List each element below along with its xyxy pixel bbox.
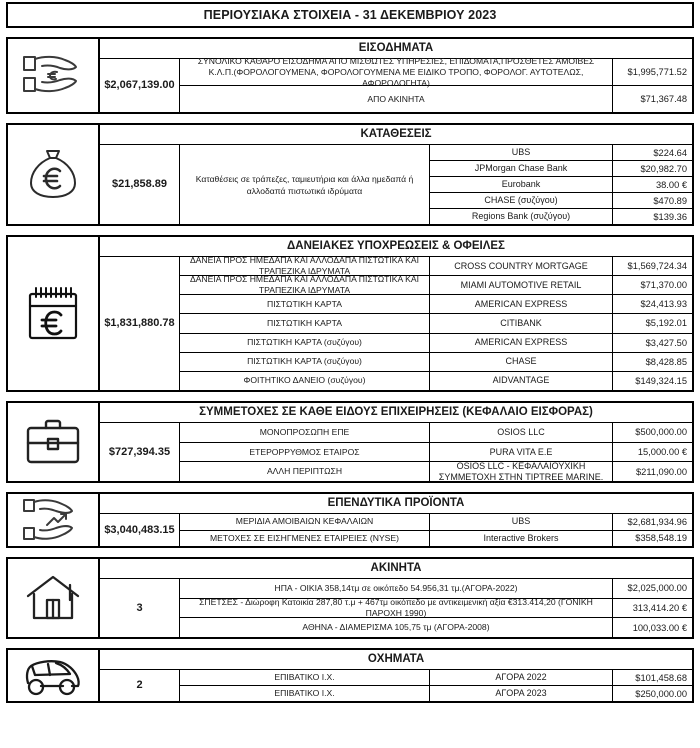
table-row xyxy=(180,86,692,112)
table-row xyxy=(180,686,692,701)
row-amount: $149,324.15 xyxy=(635,375,687,386)
table-row xyxy=(430,161,692,177)
debts-total: $1,831,880.78 xyxy=(100,257,180,390)
income-body xyxy=(100,39,692,112)
row-description: ΕΠΙΒΑΤΙΚΟ Ι.Χ. xyxy=(180,686,430,701)
real-estate-icon-cell xyxy=(8,559,100,637)
real-estate-rows xyxy=(180,579,692,637)
row-amount: $101,458.68 xyxy=(635,672,687,683)
row-amount: $1,569,724.34 xyxy=(627,261,687,272)
real-estate-heading: ΑΚΙΝΗΤΑ xyxy=(100,559,692,579)
table-row xyxy=(180,579,692,599)
row-amount: $24,413.93 xyxy=(640,299,687,310)
row-amount: $224.64 xyxy=(653,147,687,158)
row-entity: Eurobank xyxy=(430,177,613,192)
row-description: ΗΠΑ - ΟΙΚΙΑ 358,14τμ σε οικόπεδο 54.956,31 τμ.(ΑΓΟΡΑ-2022) xyxy=(180,579,613,598)
row-entity: CITIBANK xyxy=(430,314,613,332)
row-entity: CHASE xyxy=(430,353,613,371)
row-description: ΔΑΝΕΙΑ ΠΡΟΣ ΗΜΕΔΑΠΑ ΚΑΙ ΑΛΛΟΔΑΠΑ ΠΙΣΤΩΤΙΚΑ ΚΑΙ ΤΡΑΠΕΖΙΚΑ ΙΔΡΥΜΑΤΑ xyxy=(180,276,430,294)
row-description: ΣΠΕΤΣΕΣ - Διώροφη Κατοικία 287,80 τ.μ + 467τμ οικόπεδο με αντικειμενική αξία €313.414,20 (ΓΟΝΙΚΗ ΠΑΡΟΧΗ 1990) xyxy=(180,599,613,618)
row-amount: $5,192.01 xyxy=(645,318,687,329)
table-row xyxy=(180,334,692,353)
row-amount: $1,995,771.52 xyxy=(627,67,687,77)
row-entity: CROSS COUNTRY MORTGAGE xyxy=(430,257,613,275)
row-amount: $71,370.00 xyxy=(640,280,687,291)
row-amount: $358,548.19 xyxy=(635,533,687,544)
participations-rows xyxy=(180,423,692,481)
row-description: ΜΕΡΙΔΙΑ ΑΜΟΙΒΑΙΩΝ ΚΕΦΑΛΑΙΩΝ xyxy=(180,514,430,530)
briefcase-icon xyxy=(24,416,82,468)
investments-icon-cell xyxy=(8,494,100,546)
row-amount: 100,033.00 € xyxy=(632,622,687,633)
row-amount: $139.36 xyxy=(653,211,687,222)
row-entity: JPMorgan Chase Bank xyxy=(430,161,613,176)
debts-rows xyxy=(180,257,692,390)
table-row xyxy=(180,599,692,619)
row-amount: $2,681,934.96 xyxy=(627,516,687,527)
real-estate-rows-wrap xyxy=(100,579,692,637)
table-row xyxy=(430,145,692,161)
row-description: ΕΠΙΒΑΤΙΚΟ Ι.Χ. xyxy=(180,670,430,685)
deposits-description: Καταθέσεις σε τράπεζες, ταμιευτήρια και άλλα ημεδαπά ή αλλοδαπά πιστωτικά ιδρύματα xyxy=(180,145,430,224)
real-estate-body xyxy=(100,559,692,637)
debts-body xyxy=(100,237,692,390)
participations-rows-wrap xyxy=(100,423,692,481)
row-entity: AMERICAN EXPRESS xyxy=(430,334,613,352)
income-rows xyxy=(180,55,692,112)
row-description: ΑΛΛΗ ΠΕΡΙΠΤΩΣΗ xyxy=(180,462,430,481)
hands-growth-chart-icon xyxy=(21,494,85,546)
participations-total: $727,394.35 xyxy=(100,423,180,481)
debts-heading: ΔΑΝΕΙΑΚΕΣ ΥΠΟΧΡΕΩΣΕΙΣ & ΟΦΕΙΛΕΣ xyxy=(100,237,692,257)
row-entity: Interactive Brokers xyxy=(430,531,613,547)
deposits-heading: ΚΑΤΑΘΕΣΕΙΣ xyxy=(100,125,692,145)
row-description: ΠΙΣΤΩΤΙΚΗ ΚΑΡΤΑ (συζύγου) xyxy=(180,334,430,352)
row-description: ΜΕΤΟΧΕΣ ΣΕ ΕΙΣΗΓΜΕΝΕΣ ΕΤΑΙΡΕΙΕΣ (NYSE) xyxy=(180,531,430,547)
row-amount: $250,000.00 xyxy=(635,688,687,699)
table-row xyxy=(180,462,692,481)
income-total: $2,067,139.00 xyxy=(100,59,180,112)
vehicles-body xyxy=(100,650,692,701)
section-debts xyxy=(6,235,694,392)
page-title-text: ΠΕΡΙΟΥΣΙΑΚΑ ΣΤΟΙΧΕΙΑ - 31 ΔΕΚΕΜΒΡΙΟΥ 2023 xyxy=(203,8,497,22)
table-row xyxy=(430,193,692,209)
vehicles-rows xyxy=(180,670,692,701)
page-title xyxy=(6,2,694,28)
house-icon xyxy=(24,572,82,624)
debts-icon-cell xyxy=(8,237,100,390)
participations-icon-cell xyxy=(8,403,100,481)
row-amount: 15,000.00 € xyxy=(637,447,687,457)
section-investments xyxy=(6,492,694,548)
vehicles-rows-wrap xyxy=(100,670,692,701)
table-row xyxy=(180,295,692,314)
investments-total: $3,040,483.15 xyxy=(100,514,180,546)
row-description: ΠΙΣΤΩΤΙΚΗ ΚΑΡΤΑ xyxy=(180,314,430,332)
deposits-body xyxy=(100,125,692,224)
section-deposits xyxy=(6,123,694,226)
section-income xyxy=(6,37,694,114)
row-entity: AMERICAN EXPRESS xyxy=(430,295,613,313)
row-amount: $3,427.50 xyxy=(645,337,687,348)
row-amount: $2,025,000.00 xyxy=(627,583,687,594)
income-rows-wrap xyxy=(100,55,692,112)
row-entity: CHASE (συζύγου) xyxy=(430,193,613,208)
section-vehicles xyxy=(6,648,694,703)
section-participations xyxy=(6,401,694,483)
row-description: ΠΙΣΤΩΤΙΚΗ ΚΑΡΤΑ xyxy=(180,295,430,313)
row-entity: OSIOS LLC - ΚΕΦΑΛΑΙΟΥΧΙΚΗ ΣΥΜΜΕΤΟΧΗ ΣΤΗΝ TIPTREE MARINE. xyxy=(430,462,613,481)
row-amount: 313,414.20 € xyxy=(632,603,687,613)
table-row xyxy=(180,55,692,88)
table-row xyxy=(180,443,692,463)
deposits-rows-wrap xyxy=(100,145,692,224)
investments-rows-wrap xyxy=(100,514,692,546)
table-row xyxy=(430,177,692,193)
asset-declaration-page xyxy=(0,2,700,703)
row-entity: MIAMI AUTOMOTIVE RETAIL xyxy=(430,276,613,294)
row-entity: UBS xyxy=(430,145,613,160)
row-entity: ΑΓΟΡΑ 2022 xyxy=(430,670,613,685)
section-real-estate xyxy=(6,557,694,639)
table-row xyxy=(180,670,692,686)
vehicles-count: 2 xyxy=(100,670,180,701)
participations-body xyxy=(100,403,692,481)
car-icon xyxy=(22,655,84,697)
row-entity: Regions Bank (συζύγου) xyxy=(430,209,613,224)
table-row xyxy=(180,531,692,547)
investments-rows xyxy=(180,514,692,546)
table-row xyxy=(180,618,692,637)
table-row xyxy=(180,276,692,295)
participations-heading: ΣΥΜΜΕΤΟΧΕΣ ΣΕ ΚΑΘΕ ΕΙΔΟΥΣ ΕΠΙΧΕΙΡΗΣΕΙΣ (ΚΕΦΑΛΑΙΟ ΕΙΣΦΟΡΑΣ) xyxy=(100,403,692,423)
deposits-icon-cell xyxy=(8,125,100,224)
row-description: ΦΟΙΤΗΤΙΚΟ ΔΑΝΕΙΟ (συζύγου) xyxy=(180,372,430,390)
hands-exchange-euro-icon xyxy=(20,45,86,107)
table-row xyxy=(430,209,692,224)
row-entity: ΑΓΟΡΑ 2023 xyxy=(430,686,613,701)
row-amount: $8,428.85 xyxy=(645,356,687,367)
table-row xyxy=(180,372,692,390)
notepad-euro-icon xyxy=(25,284,81,344)
table-row xyxy=(180,353,692,372)
row-entity: PURA VITA E.E xyxy=(430,443,613,462)
real-estate-count: 3 xyxy=(100,579,180,637)
row-description: ΣΥΝΟΛΙΚΟ ΚΑΘΑΡΟ ΕΙΣΟΔΗΜΑ ΑΠΟ ΜΙΣΘΩΤΕΣ ΥΠΗΡΕΣΙΕΣ, ΕΠΙΔΟΜΑΤΑ,ΠΡΟΣΘΕΤΕΣ ΑΜΟΙΒΕΣ Κ.Λ.Π.(ΦΟΡΟΛΟΓΟΥΜΕΝΑ, ΦΟΡΟΛΟΓΟΥΜΕΝΑ ΜΕ ΕΙΔΙΚΟ ΤΡΟΠΟ, ΦΟΡΟΛΟΓ. ΑΥΤΟΤΕΛΩΣ, ΑΦΟΡΟΛΟΓΗΤΑ) xyxy=(180,59,613,85)
investments-body xyxy=(100,494,692,546)
row-entity: OSIOS LLC xyxy=(430,423,613,442)
row-description: ΑΠΟ ΑΚΙΝΗΤΑ xyxy=(180,86,613,112)
table-row xyxy=(180,514,692,531)
income-icon-cell xyxy=(8,39,100,112)
table-row xyxy=(180,423,692,443)
row-description: ΕΤΕΡΟΡΡΥΘΜΟΣ ΕΤΑΙΡΟΣ xyxy=(180,443,430,462)
row-amount: $211,090.00 xyxy=(635,466,687,477)
vehicles-heading: ΟΧΗΜΑΤΑ xyxy=(100,650,692,670)
money-bag-euro-icon xyxy=(27,146,79,204)
deposits-list xyxy=(430,145,692,224)
row-description: ΜΟΝΟΠΡΟΣΩΠΗ ΕΠΕ xyxy=(180,423,430,442)
row-amount: $470.89 xyxy=(653,195,687,206)
income-heading: ΕΙΣΟΔΗΜΑΤΑ xyxy=(100,39,692,59)
row-description: ΑΘΗΝΑ - ΔΙΑΜΕΡΙΣΜΑ 105,75 τμ (ΑΓΟΡΑ-2008) xyxy=(180,618,613,637)
row-amount: $71,367.48 xyxy=(640,94,687,104)
row-amount: $500,000.00 xyxy=(635,427,687,438)
row-description: ΔΑΝΕΙΑ ΠΡΟΣ ΗΜΕΔΑΠΑ ΚΑΙ ΑΛΛΟΔΑΠΑ ΠΙΣΤΩΤΙΚΑ ΚΑΙ ΤΡΑΠΕΖΙΚΑ ΙΔΡΥΜΑΤΑ xyxy=(180,257,430,275)
investments-heading: ΕΠΕΝΔΥΤΙΚΑ ΠΡΟΪΟΝΤΑ xyxy=(100,494,692,514)
table-row xyxy=(180,314,692,333)
row-amount: $20,982.70 xyxy=(640,163,687,174)
debts-rows-wrap xyxy=(100,257,692,390)
row-description: ΠΙΣΤΩΤΙΚΗ ΚΑΡΤΑ (συζύγου) xyxy=(180,353,430,371)
deposits-total: $21,858.89 xyxy=(100,145,180,224)
vehicles-icon-cell xyxy=(8,650,100,701)
row-entity: AIDVANTAGE xyxy=(430,372,613,390)
row-amount: 38.00 € xyxy=(655,179,687,190)
row-entity: UBS xyxy=(430,514,613,530)
